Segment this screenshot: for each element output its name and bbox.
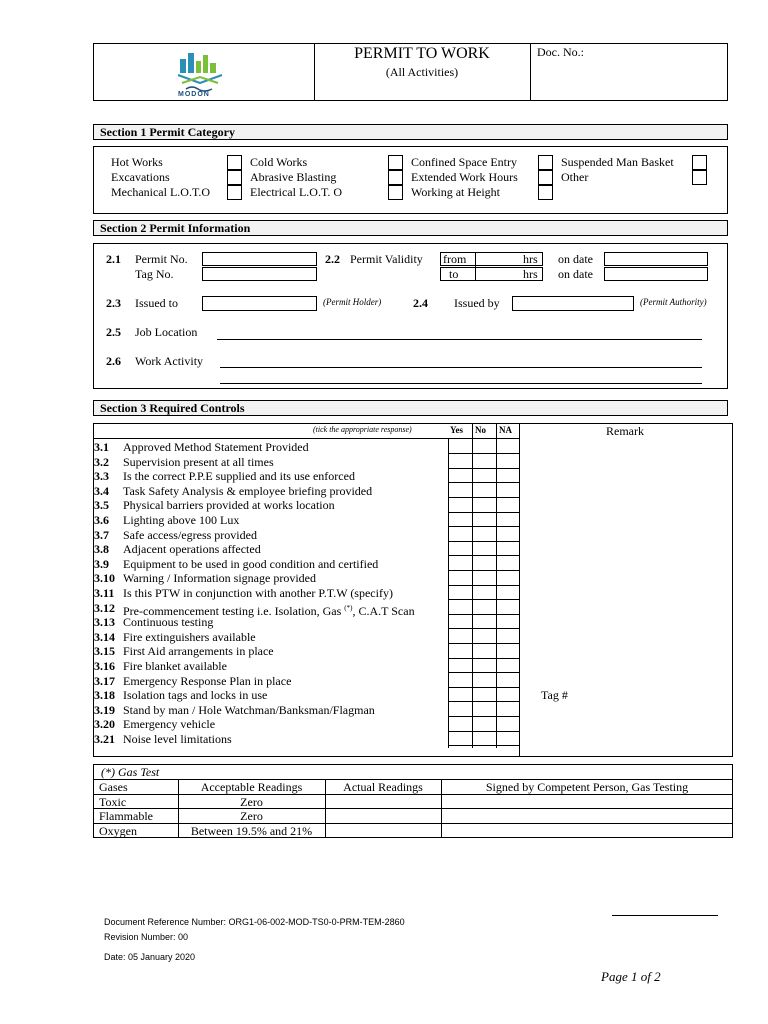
cat-cold-works: Cold Works <box>250 155 308 169</box>
section2-header <box>93 220 728 236</box>
on-date-label-1: on date <box>558 252 593 266</box>
num-2-1: 2.1 <box>106 252 121 266</box>
control-number: 3.20 <box>94 717 115 732</box>
hrs-label-2: hrs <box>523 267 538 281</box>
response-yes-cell[interactable] <box>449 439 471 453</box>
control-text-main: Supervision present at all times <box>123 454 274 469</box>
control-number: 3.5 <box>94 498 109 513</box>
control-number: 3.7 <box>94 527 109 542</box>
response-yes-cell[interactable] <box>449 497 471 511</box>
response-na-cell[interactable] <box>497 454 519 468</box>
response-no-cell[interactable] <box>473 483 495 497</box>
control-text <box>123 674 291 688</box>
response-yes-cell[interactable] <box>449 527 471 541</box>
control-text-suffix: , C.A.T Scan <box>352 603 415 618</box>
control-text <box>123 659 227 673</box>
control-number: 3.21 <box>94 732 115 746</box>
response-yes-cell[interactable] <box>449 702 471 716</box>
response-yes-cell[interactable] <box>449 673 471 687</box>
control-number: 3.18 <box>94 688 115 703</box>
cb-cold-works[interactable] <box>388 155 403 170</box>
issued-by-label: Issued by <box>454 296 500 310</box>
gas-header-gases: Gases <box>99 780 128 794</box>
control-text-main: Pre-commencement testing i.e. Isolation, Gas <box>123 603 342 618</box>
control-text <box>123 498 335 512</box>
cb-suspended-basket[interactable] <box>692 155 707 170</box>
response-no-cell[interactable] <box>473 439 495 453</box>
control-text <box>123 703 375 717</box>
response-yes-cell[interactable] <box>449 512 471 526</box>
gas-test-title: (*) Gas Test <box>101 765 160 779</box>
control-text-main: Safe access/egress provided <box>123 527 257 542</box>
control-text-main: Continuous testing <box>123 615 214 630</box>
response-na-cell[interactable] <box>497 541 519 555</box>
issued-to-field[interactable] <box>202 296 317 311</box>
num-2-2: 2.2 <box>325 252 340 266</box>
gas-header-actual: Actual Readings <box>343 780 423 794</box>
response-no-cell[interactable] <box>473 541 495 555</box>
control-text-main: Emergency vehicle <box>123 717 216 732</box>
tag-hash-label: Tag # <box>541 688 568 702</box>
control-number: 3.4 <box>94 483 109 498</box>
response-na-cell[interactable] <box>497 512 519 526</box>
issued-by-field[interactable] <box>512 296 634 311</box>
hrs-label-1: hrs <box>523 252 538 266</box>
response-na-cell[interactable] <box>497 527 519 541</box>
response-yes-cell[interactable] <box>449 716 471 730</box>
control-number: 3.14 <box>94 629 115 644</box>
permit-no-label: Permit No. <box>135 252 188 266</box>
response-no-cell[interactable] <box>473 585 495 599</box>
response-no-cell[interactable] <box>473 731 495 745</box>
control-text-main: Lighting above 100 Lux <box>123 513 240 527</box>
response-no-cell[interactable] <box>473 614 495 628</box>
response-no-cell[interactable] <box>473 687 495 701</box>
control-text-main: Fire extinguishers available <box>123 629 256 644</box>
response-yes-cell[interactable] <box>449 614 471 628</box>
page-number: Page 1 of 2 <box>601 969 661 984</box>
on-date-label-2: on date <box>558 267 593 281</box>
revision-number: Revision Number: 00 <box>104 932 189 942</box>
footer-rule <box>612 915 718 916</box>
validity-divider-1 <box>475 252 476 281</box>
cb-hot-works[interactable] <box>227 155 242 170</box>
control-text-main: Emergency Response Plan in place <box>123 673 292 688</box>
control-text-main: Noise level limitations <box>123 732 232 746</box>
gas-header-signed: Signed by Competent Person, Gas Testing <box>485 780 689 794</box>
gas-oxygen: Oxygen <box>99 824 137 838</box>
col-na: NA <box>499 425 512 435</box>
control-text <box>123 557 378 571</box>
control-number: 3.6 <box>94 513 109 527</box>
gas-oxygen-reading: Between 19.5% and 21% <box>190 824 313 838</box>
response-na-cell[interactable] <box>497 600 519 614</box>
response-yes-cell[interactable] <box>449 556 471 570</box>
work-activity-label: Work Activity <box>135 354 204 368</box>
num-2-5: 2.5 <box>106 325 121 339</box>
response-na-cell[interactable] <box>497 556 519 570</box>
control-number: 3.3 <box>94 469 109 484</box>
permit-authority-label: (Permit Authority) <box>640 297 707 307</box>
response-no-cell[interactable] <box>473 468 495 482</box>
control-text <box>123 688 267 702</box>
response-na-cell[interactable] <box>497 570 519 584</box>
response-na-cell[interactable] <box>497 673 519 687</box>
response-no-cell[interactable] <box>473 527 495 541</box>
control-text <box>123 630 256 644</box>
doc-no-label: Doc. No.: <box>537 45 584 59</box>
cat-suspended-basket: Suspended Man Basket <box>561 155 674 169</box>
cat-confined-space: Confined Space Entry <box>411 155 517 169</box>
response-na-cell[interactable] <box>497 687 519 701</box>
section2-title: Section 2 Permit Information <box>100 221 251 235</box>
tag-no-label: Tag No. <box>135 267 174 281</box>
document-date: Date: 05 January 2020 <box>104 952 196 962</box>
response-na-cell[interactable] <box>497 468 519 482</box>
control-text <box>123 571 316 585</box>
company-logo <box>172 47 232 99</box>
doc-reference: Document Reference Number: ORG1-06-002-MOD-TS0-0-PRM-TEM-2860 <box>104 917 405 927</box>
gas-flammable-reading: Zero <box>240 809 263 823</box>
cb-extended-hours[interactable] <box>538 170 553 185</box>
cat-hot-works: Hot Works <box>111 155 163 169</box>
control-number: 3.1 <box>94 440 109 454</box>
cb-electrical-loto[interactable] <box>388 185 403 200</box>
response-no-cell[interactable] <box>473 658 495 672</box>
response-na-cell[interactable] <box>497 731 519 745</box>
response-no-cell[interactable] <box>473 570 495 584</box>
control-number: 3.16 <box>94 659 115 673</box>
response-no-cell[interactable] <box>473 629 495 643</box>
section3-title: Section 3 Required Controls <box>100 401 245 415</box>
response-yes-cell[interactable] <box>449 585 471 599</box>
logo-text: MODON <box>178 91 210 98</box>
control-text-main: Approved Method Statement Provided <box>123 440 309 454</box>
control-text <box>123 528 257 542</box>
cb-abrasive-blasting[interactable] <box>388 170 403 185</box>
control-text-main: Fire blanket available <box>123 659 227 673</box>
response-na-cell[interactable] <box>497 658 519 672</box>
response-na-cell[interactable] <box>497 483 519 497</box>
cb-other[interactable] <box>692 170 707 185</box>
response-na-cell[interactable] <box>497 614 519 628</box>
to-label: to <box>449 267 459 281</box>
page-subtitle: (All Activities) <box>385 65 459 79</box>
response-no-cell[interactable] <box>473 600 495 614</box>
response-no-cell[interactable] <box>473 673 495 687</box>
num-2-6: 2.6 <box>106 354 121 368</box>
cb-mechanical-loto[interactable] <box>227 185 242 200</box>
num-2-4: 2.4 <box>413 296 428 310</box>
control-text <box>123 513 239 527</box>
cat-abrasive-blasting: Abrasive Blasting <box>250 170 337 184</box>
cat-other: Other <box>561 170 589 184</box>
response-na-cell[interactable] <box>497 497 519 511</box>
control-text-main: Equipment to be used in good condition and certified <box>123 556 379 571</box>
control-number: 3.15 <box>94 644 115 659</box>
response-no-cell[interactable] <box>473 454 495 468</box>
page-title: PERMIT TO WORK <box>354 45 490 62</box>
response-na-cell[interactable] <box>497 643 519 657</box>
response-yes-cell[interactable] <box>449 468 471 482</box>
response-yes-cell[interactable] <box>449 570 471 584</box>
tick-note: (tick the appropriate response) <box>313 425 412 434</box>
response-yes-cell[interactable] <box>449 600 471 614</box>
permit-no-field[interactable] <box>202 252 317 266</box>
control-text <box>123 717 215 731</box>
section1-title: Section 1 Permit Category <box>100 125 235 139</box>
control-number: 3.10 <box>94 571 115 586</box>
control-text <box>123 455 274 469</box>
col-yes: Yes <box>450 425 463 435</box>
control-number: 3.2 <box>94 454 109 469</box>
to-date-field[interactable] <box>604 267 708 281</box>
section1-header <box>93 124 728 140</box>
response-yes-cell[interactable] <box>449 658 471 672</box>
response-yes-cell[interactable] <box>449 629 471 643</box>
col-remark: Remark <box>606 424 644 438</box>
control-number: 3.12 <box>94 600 115 615</box>
issued-to-label: Issued to <box>135 296 178 310</box>
control-text <box>123 586 393 600</box>
cat-electrical-loto: Electrical L.O.T. O <box>250 185 343 199</box>
control-text-main: First Aid arrangements in place <box>123 644 274 659</box>
response-yes-cell[interactable] <box>449 687 471 701</box>
response-na-cell[interactable] <box>497 629 519 643</box>
control-text <box>123 542 261 556</box>
control-number: 3.17 <box>94 673 115 688</box>
permit-validity-label: Permit Validity <box>350 252 423 266</box>
gas-toxic: Toxic <box>99 795 127 809</box>
cat-extended-hours: Extended Work Hours <box>411 170 518 184</box>
response-no-cell[interactable] <box>473 497 495 511</box>
permit-holder-label: (Permit Holder) <box>323 297 382 307</box>
response-na-cell[interactable] <box>497 702 519 716</box>
control-text-main: Warning / Information signage provided <box>123 571 316 586</box>
control-text <box>123 469 355 483</box>
header-divider-2 <box>530 43 531 101</box>
control-number: 3.13 <box>94 615 115 630</box>
cat-mechanical-loto: Mechanical L.O.T.O <box>111 185 211 199</box>
control-text-main: Is the correct P.P.E supplied and its use enforced <box>123 469 355 484</box>
control-number: 3.8 <box>94 542 109 557</box>
gas-toxic-reading: Zero <box>240 795 263 809</box>
cat-excavations: Excavations <box>111 170 170 184</box>
section3-header <box>93 400 728 416</box>
cb-excavations[interactable] <box>227 170 242 185</box>
control-text-main: Task Safety Analysis & employee briefing provided <box>123 483 373 498</box>
tag-no-field[interactable] <box>202 267 317 281</box>
response-no-cell[interactable] <box>473 512 495 526</box>
control-text <box>123 440 309 454</box>
response-yes-cell[interactable] <box>449 541 471 555</box>
response-yes-cell[interactable] <box>449 643 471 657</box>
col-no: No <box>475 425 486 435</box>
response-na-cell[interactable] <box>497 585 519 599</box>
grid-v-4 <box>519 423 520 757</box>
control-text-main: Isolation tags and locks in use <box>123 688 268 703</box>
control-text-main: Stand by man / Hole Watchman/Banksman/Flagman <box>123 702 375 717</box>
gas-header-acceptable: Acceptable Readings <box>200 780 303 794</box>
control-text <box>123 484 372 498</box>
response-no-cell[interactable] <box>473 643 495 657</box>
control-number: 3.19 <box>94 702 115 717</box>
control-text-main: Adjacent operations affected <box>123 542 261 557</box>
from-date-field[interactable] <box>604 252 708 266</box>
control-text <box>123 732 232 746</box>
num-2-3: 2.3 <box>106 296 121 310</box>
from-label: from <box>443 252 467 266</box>
response-yes-cell[interactable] <box>449 454 471 468</box>
control-number: 3.11 <box>94 586 115 600</box>
control-text <box>123 644 274 658</box>
work-activity-input-line-2[interactable] <box>220 383 702 384</box>
cb-confined-space[interactable] <box>538 155 553 170</box>
work-activity-input-line-1[interactable] <box>220 367 702 368</box>
response-no-cell[interactable] <box>473 556 495 570</box>
response-na-cell[interactable] <box>497 439 519 453</box>
cat-working-height: Working at Height <box>411 185 501 199</box>
control-number: 3.9 <box>94 556 109 571</box>
control-text-main: Physical barriers provided at works location <box>123 498 335 513</box>
response-yes-cell[interactable] <box>449 483 471 497</box>
job-location-input-line[interactable] <box>217 339 702 340</box>
response-no-cell[interactable] <box>473 702 495 716</box>
response-row-line <box>448 745 519 746</box>
control-text-main: Is this PTW in conjunction with another P.T.W (specify) <box>123 586 393 600</box>
response-no-cell[interactable] <box>473 716 495 730</box>
job-location-label: Job Location <box>135 325 198 339</box>
cb-working-height[interactable] <box>538 185 553 200</box>
response-na-cell[interactable] <box>497 716 519 730</box>
gas-flammable: Flammable <box>99 809 153 823</box>
gas-test-reference-mark: (*) <box>344 603 353 612</box>
control-text <box>123 615 213 629</box>
response-yes-cell[interactable] <box>449 731 471 745</box>
